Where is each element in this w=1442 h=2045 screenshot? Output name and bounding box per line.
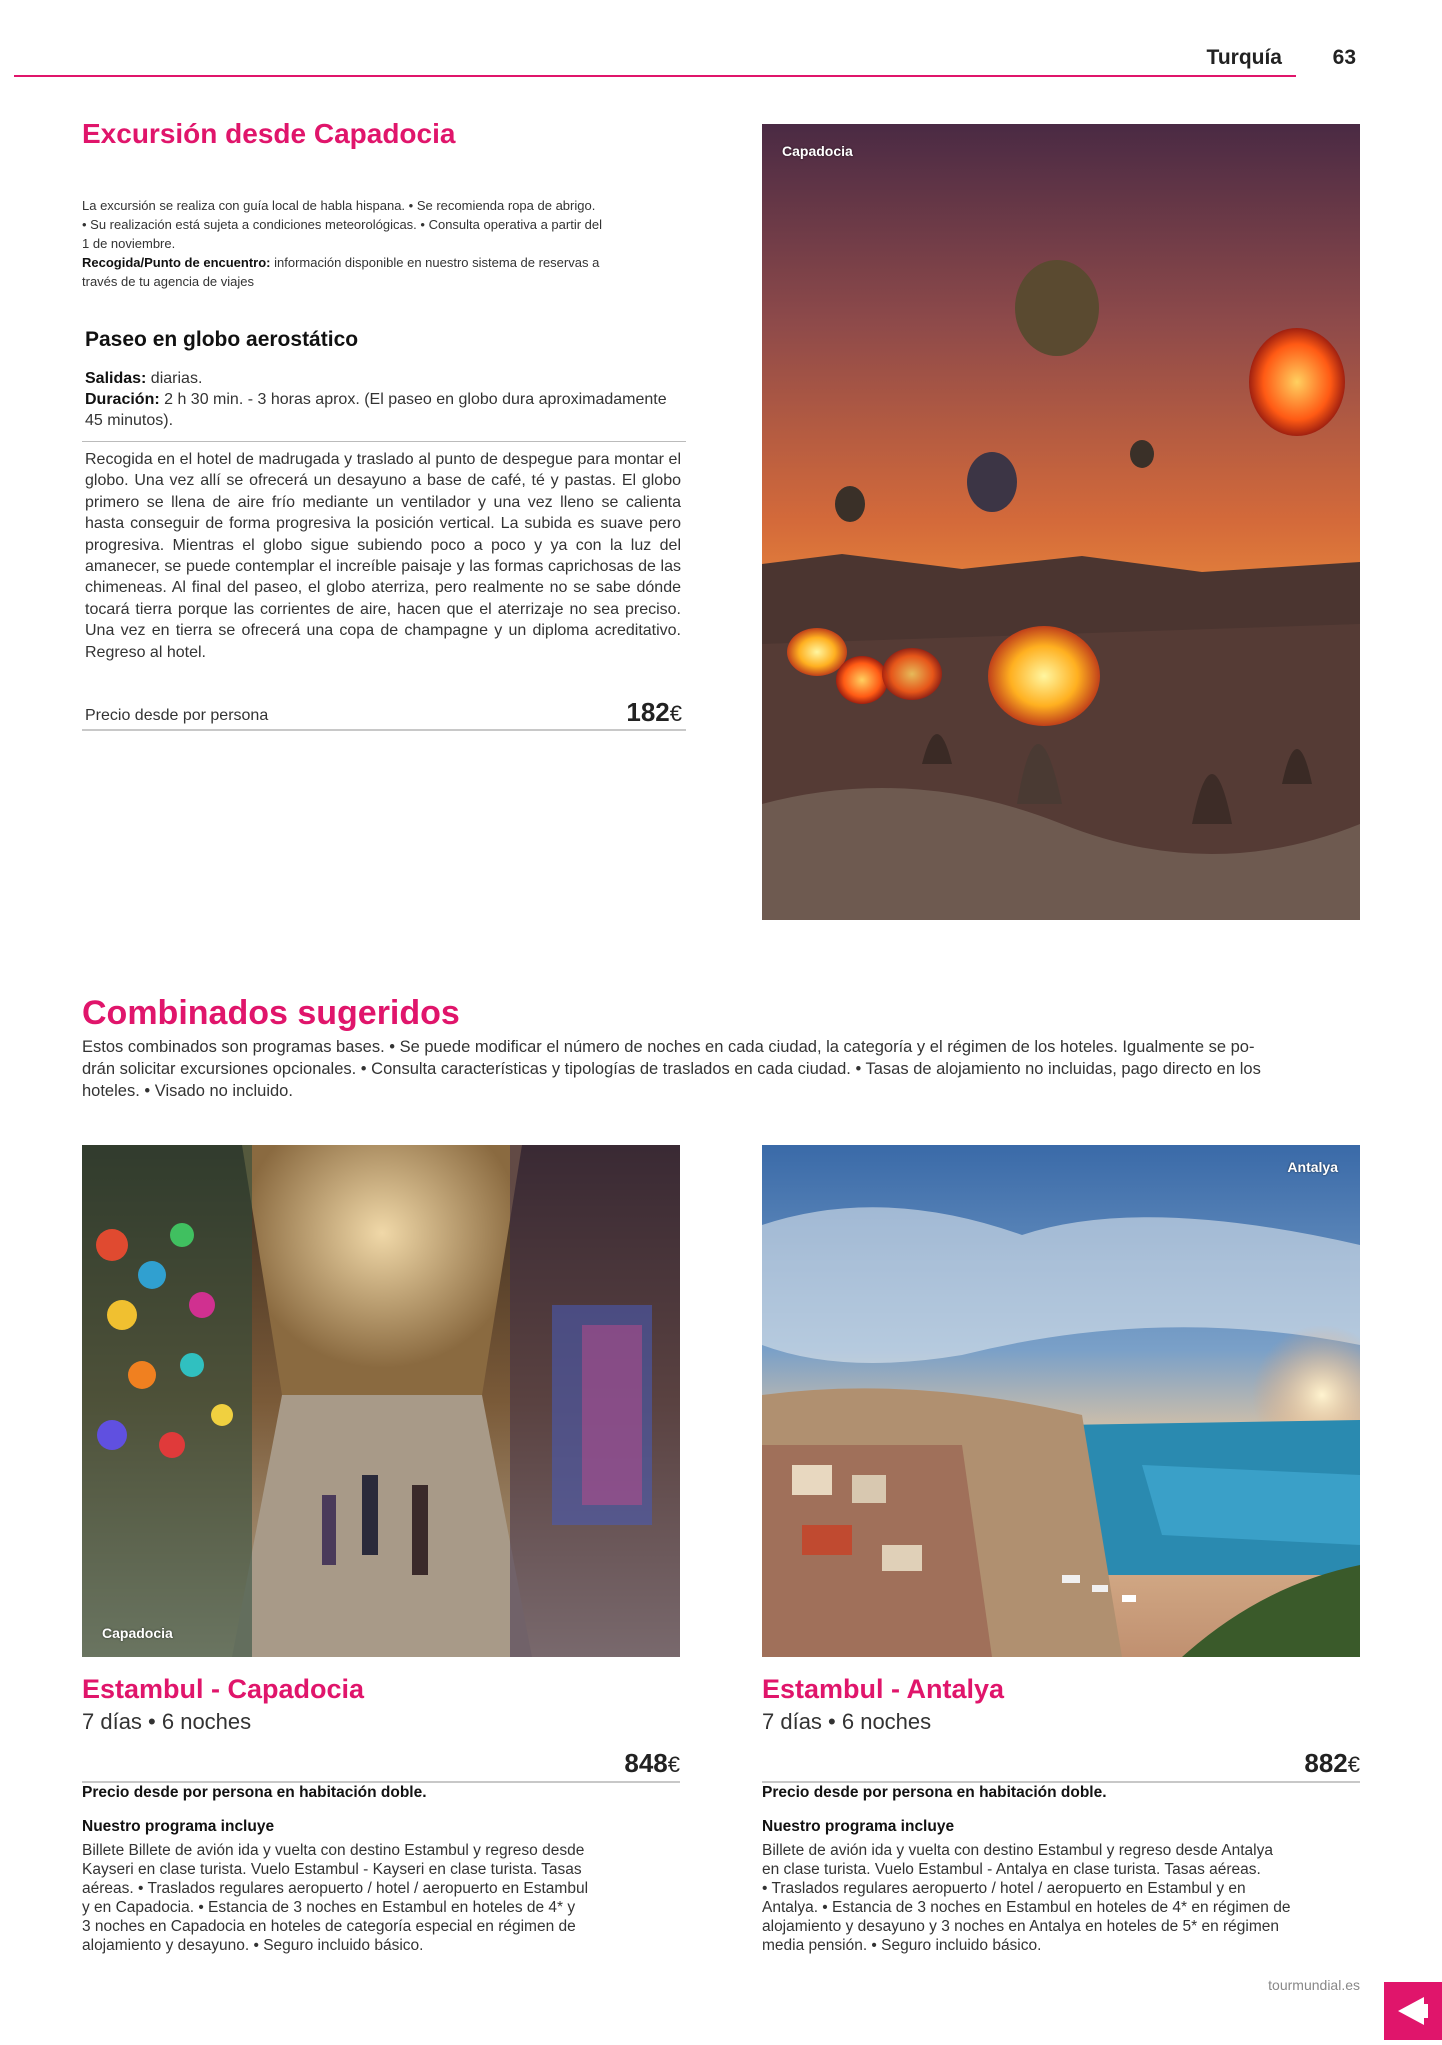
activity-title: Paseo en globo aerostático: [85, 328, 359, 351]
price-rule: [82, 1781, 680, 1783]
program-title: Estambul - Antalya: [762, 1674, 1005, 1704]
includes-line: alojamiento y desayuno. • Seguro incluido básico.: [82, 1937, 424, 1954]
price-rule: [82, 729, 686, 731]
includes-text: [82, 1841, 682, 1955]
price-note: Precio desde por persona en habitación doble.: [82, 1784, 427, 1801]
excursion-title: Excursión desde Capadocia: [82, 118, 456, 149]
price-amount: 882: [1304, 1748, 1348, 1778]
combinados-intro-line: Estos combinados son programas bases. • Se puede modificar el número de noches en cada ciudad, la categoría y el régimen de los hoteles. Igualmente se po-: [82, 1038, 1255, 1056]
pickup-info: [82, 253, 682, 272]
includes-line: Kayseri en clase turista. Vuelo Estambul - Kayseri en clase turista. Tasas: [82, 1861, 582, 1878]
activity-schedule: [85, 368, 681, 431]
departures-value: diarias.: [146, 370, 203, 387]
departures-label: Salidas:: [85, 370, 147, 387]
includes-line: y en Capadocia. • Estancia de 3 noches en Estambul en hoteles de 4* y: [82, 1899, 576, 1916]
excursion-intro-line: 1 de noviembre.: [82, 236, 176, 251]
includes-line: media pensión. • Seguro incluido básico.: [762, 1937, 1042, 1954]
combinados-title: Combinados sugeridos: [82, 994, 460, 1032]
includes-line: Billete Billete de avión ida y vuelta con destino Estambul y regreso desde: [82, 1842, 585, 1859]
price-amount: 182: [626, 697, 670, 727]
grand-bazaar-photo: [82, 1145, 680, 1657]
includes-title: Nuestro programa incluye: [82, 1818, 275, 1835]
price-note: Precio desde por persona en habitación doble.: [762, 1784, 1107, 1801]
price-label: Precio desde por persona: [85, 707, 269, 724]
includes-line: aéreas. • Traslados regulares aeropuerto / hotel / aeropuerto en Estambul: [82, 1880, 589, 1897]
back-arrow-icon: [1384, 1982, 1442, 2040]
section-title: Turquía: [1206, 46, 1282, 69]
includes-line: alojamiento y desayuno y 3 noches en Antalya en hoteles de 5* en régimen: [762, 1918, 1280, 1935]
price-amount: 848: [624, 1748, 668, 1778]
currency-symbol: €: [669, 701, 682, 726]
duration-label: Duración:: [85, 391, 160, 408]
program-price: [1304, 1748, 1360, 1779]
bazaar-illustration: [82, 1145, 680, 1657]
pickup-text: información disponible en nuestro sistema de reservas a: [270, 255, 600, 270]
antalya-harbor-photo: [762, 1145, 1360, 1657]
balloons-illustration: [762, 124, 1360, 920]
price-rule: [762, 1781, 1360, 1783]
antalya-illustration: [762, 1145, 1360, 1657]
includes-text: [762, 1841, 1362, 1955]
excursion-intro-line: La excursión se realiza con guía local de habla hispana. • Se recomienda ropa de abrigo.: [82, 198, 596, 213]
program-duration: 7 días • 6 noches: [82, 1709, 252, 1734]
photo-caption: Capadocia: [102, 1625, 173, 1641]
excursion-intro: [82, 196, 682, 291]
includes-line: 3 noches en Capadocia en hoteles de categoría especial en régimen de: [82, 1918, 576, 1935]
excursion-intro-line: • Su realización está sujeta a condiciones meteorológicas. • Consulta operativa a partir del: [82, 217, 602, 232]
includes-line: en clase turista. Vuelo Estambul - Antalya en clase turista. Tasas aéreas.: [762, 1861, 1261, 1878]
pickup-text-cont: través de tu agencia de viajes: [82, 274, 254, 289]
program-title: Estambul - Capadocia: [82, 1674, 365, 1704]
page-number: 63: [1332, 46, 1356, 69]
cappadocia-balloons-photo: [762, 124, 1360, 920]
balloon-shape: [1015, 260, 1099, 356]
currency-symbol: €: [667, 1752, 680, 1777]
program-duration: 7 días • 6 noches: [762, 1709, 932, 1734]
includes-line: Billete de avión ida y vuelta con destino Estambul y regreso desde Antalya: [762, 1842, 1273, 1859]
combinados-intro-line: drán solicitar excursiones opcionales. • Consulta características y tipologías de traslados en cada ciudad. • Tasas de alojamiento no incluidas, pago directo en los: [82, 1060, 1261, 1078]
header-divider: [14, 75, 1296, 77]
duration: [85, 389, 681, 431]
photo-caption: Antalya: [1287, 1159, 1338, 1175]
currency-symbol: €: [1347, 1752, 1360, 1777]
website-link[interactable]: tourmundial.es: [1268, 1977, 1360, 1993]
photo-caption: Capadocia: [782, 143, 853, 159]
includes-line: Antalya. • Estancia de 3 noches en Estambul en hoteles de 4* en régimen de: [762, 1899, 1291, 1916]
includes-line: • Traslados regulares aeropuerto / hotel / aeropuerto en Estambul y en: [762, 1880, 1246, 1897]
departures: [85, 368, 681, 389]
activity-description: Recogida en el hotel de madrugada y traslado al punto de despegue para montar el globo. Una vez allí se ofrecerá un desayuno a base de café, té y pastas. El globo primero se llena de aire frío mediante un ventilador y una vez lleno se calienta hasta conseguir de forma progresiva la posición vertical. La subida es suave pero progresiva. Mientras el globo sigue subiendo poco a poco y ya con la luz del amanecer, se puede contemplar el increíble paisaje y las formas caprichosas de las chimeneas. Al final del paseo, el globo aterriza, pero realmente no se sabe dónde tocará tierra porque las corrientes de aire, hacen que el aterrizaje no sea preciso. Una vez en tierra se ofrecerá una copa de champagne y un diploma acreditativo. Regreso al hotel.: [85, 451, 681, 661]
combinados-intro-line: hoteles. • Visado no incluido.: [82, 1082, 293, 1100]
duration-value: 2 h 30 min. - 3 horas aprox. (El paseo en globo dura aproximadamente 45 minutos).: [85, 391, 667, 429]
price-value: [626, 697, 682, 728]
program-price: [624, 1748, 680, 1779]
pickup-label: Recogida/Punto de encuentro:: [82, 255, 271, 270]
combinados-intro: [82, 1036, 1372, 1102]
divider: [82, 441, 686, 442]
back-button[interactable]: [1384, 1982, 1442, 2040]
includes-title: Nuestro programa incluye: [762, 1818, 955, 1835]
